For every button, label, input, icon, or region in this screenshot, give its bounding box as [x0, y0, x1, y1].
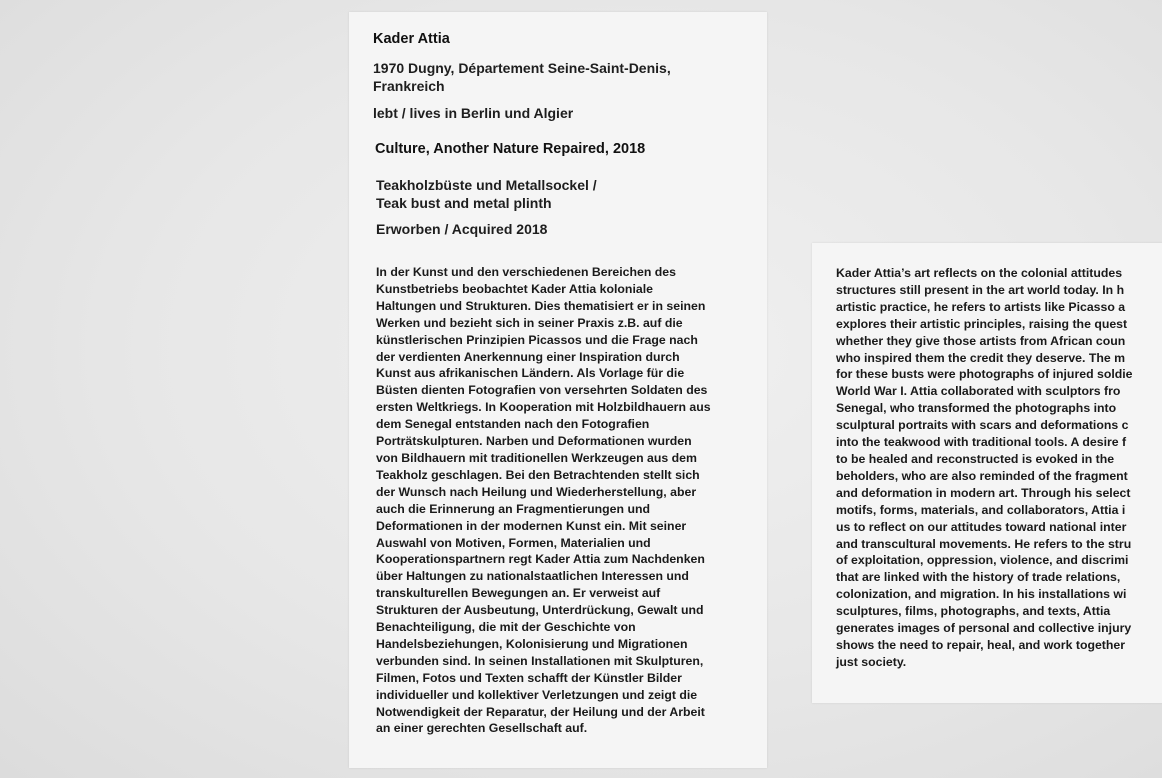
description-german: In der Kunst und den verschiedenen Bereichen des Kunstbetriebs beobachtet Kader Attia koloniale Haltungen und Strukturen. Dies thematisiert er in seinen Werken und bezieht sich in seiner Praxis z.B. auf die künstlerischen Prinzipien Picassos und die Frage nach der verdienten Anerkennung einer Inspiration durch Kunst aus afrikanischen Ländern. Als Vorlage für die Büsten dienten Fotografien von versehrten Soldaten des ersten Weltkriegs. In Kooperation mit Holzbildhauern aus dem Senegal entstanden nach den Fotografien Porträtskulpturen. Narben und Deformationen wurden von Bildhauern mit traditionellen Werkzeugen aus dem Teakholz geschlagen. Bei den Betrachtenden stellt sich der Wunsch nach Heilung und Wiederherstellung, aber auch die Erinnerung an Fragmentierungen und Deformationen in der modernen Kunst ein. Mit seiner Auswahl von Motiven, Formen, Materialien und Kooperationspartnern regt Kader Attia zum Nachdenken über Haltungen zu nationalstaatlichen Interessen und transkulturellen Bewegungen an. Er verweist auf Strukturen der Ausbeutung, Unterdrückung, Gewalt und Benachteiligung, die mit der Geschichte von Handelsbeziehungen, Kolonisierung und Migrationen verbunden sind. In seinen Installationen mit Skulpturen, Filmen, Fotos und Texten schafft der Künstler Bilder individueller und kollektiver Verletzungen und zeigt die Notwendigkeit der Reparatur, der Heilung und der Arbeit an einer gerechten Gesellschaft auf. [376, 265, 711, 736]
wall-label-english [812, 243, 1162, 703]
artist-name: Kader Attia [373, 31, 450, 47]
acquisition-info: Erworben / Acquired 2018 [376, 221, 548, 237]
artwork-title: Culture, Another Nature Repaired, 2018 [375, 141, 646, 157]
birth-info-line-2: Frankreich [373, 78, 445, 94]
wall-label-german [349, 12, 767, 768]
residence-info: lebt / lives in Berlin und Algier [373, 105, 574, 121]
medium-english: Teak bust and metal plinth [376, 195, 552, 211]
description-english: Kader Attia’s art reflects on the colonial attitudes structures still present in the art world today. In h artistic practice, he refers to artists like Picasso a explores their artistic principles, raising the quest whether they give those artists from African coun who inspired them the credit they deserve. The m for these busts were photographs of injured soldie World War I. Attia collaborated with sculptors fro Senegal, who transformed the photographs into sculptural portraits with scars and deformations c into the teakwood with traditional tools. A desire f to be healed and reconstructed is evoked in the beholders, who are also reminded of the fragment and deformation in modern art. Through his select motifs, forms, materials, and collaborators, Attia i us to reflect on our attitudes toward national inter and transcultural movements. He refers to the stru of exploitation, oppression, violence, and discrimi that are linked with the history of trade relations, colonization, and migration. In his installations wi sculptures, films, photographs, and texts, Attia generates images of personal and collective injury shows the need to repair, heal, and work together just society. [836, 266, 1133, 669]
medium-german: Teakholzbüste und Metallsockel / [376, 177, 597, 193]
birth-info-line-1: 1970 Dugny, Département Seine-Saint-Denis, [373, 60, 671, 76]
